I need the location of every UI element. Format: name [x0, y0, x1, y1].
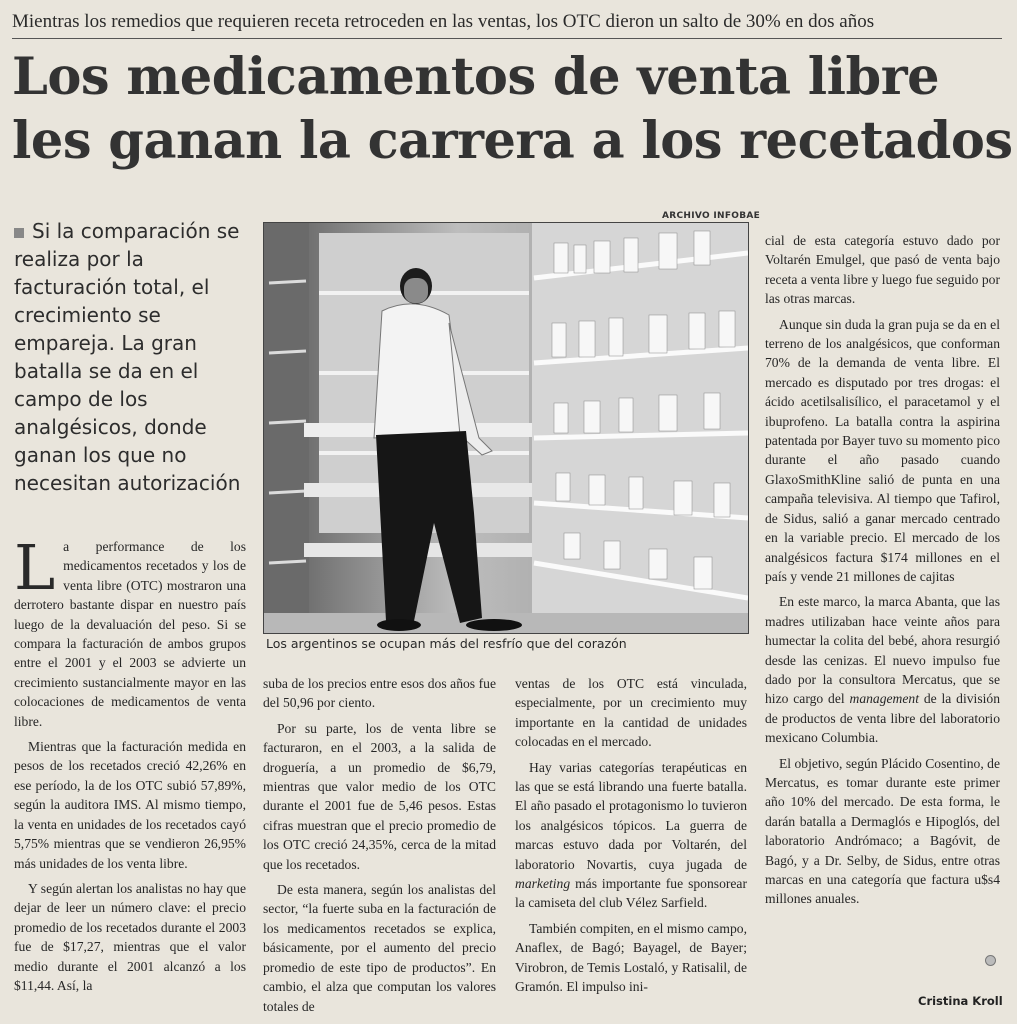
paragraph: suba de los precios entre esos dos años fue del 50,96 por ciento.	[263, 676, 496, 711]
deck-text: Si la comparación se realiza por la facturación total, el crecimiento se empareja. La gran batalla se da en el campo de los analgésicos, donde ganan los que no necesitan autorización	[14, 219, 241, 495]
deck-bullet-icon	[14, 228, 24, 238]
deck	[14, 217, 252, 497]
lead-text: a performance de los medicamentos recetados y los de venta libre (OTC) mostraron una derrotero bastante dispar en nuestro país luego de la devaluación del peso. Si se compara la facturación de ambos grupos entre el 2001 y el 2003 se advierte un crecimiento sustancialmente mayor en las colocaciones de medicamentos de venta libre.	[14, 539, 246, 729]
paragraph-text: más importante fue sponsorear la camiseta del club Vélez Sarfield.	[515, 876, 747, 911]
byline: Cristina Kroll	[918, 994, 1003, 1008]
paragraph	[765, 592, 1000, 747]
photo-caption: Los argentinos se ocupan más del resfrío que del corazón	[266, 636, 627, 651]
paragraph: Mientras que la facturación medida en pesos de los recetados creció 42,26% en ese período, la de los OTC subió 57,89%, según la auditora IMS. Al mismo tiempo, la venta en unidades de los recetados cayó 5,75% mientras que se vendieron 26,95% más unidades de los venta libre.	[14, 739, 246, 871]
kicker: Mientras los remedios que requieren receta retroceden en las ventas, los OTC dieron un salto de 30% en dos años	[12, 11, 875, 32]
headline	[12, 45, 1013, 173]
paragraph	[515, 758, 747, 913]
emphasis-text: marketing	[515, 876, 571, 892]
paragraph: Por su parte, los de venta libre se facturaron, en el 2003, a la salida de droguería, a un promedio de $6,79, mientras que valor medio de los OTC durante el 2001 fue de 5,46 pesos. Estas cifras muestran que el precio promedio de los OTC creció 24,35%, cerca de la mitad que los recetados.	[263, 720, 496, 872]
end-mark-icon	[985, 955, 996, 966]
kicker-rule	[12, 38, 1002, 39]
paragraph: cial de esta categoría estuvo dado por Voltarén Emulgel, que pasó de venta bajo receta a venta libre y luego fue seguido por las otras marcas.	[765, 233, 1000, 307]
paragraph-text: de la división de productos de venta libre del laboratorio mexicano Columbia.	[765, 691, 1000, 746]
body-column-4	[765, 231, 1000, 915]
paragraph: Aunque sin duda la gran puja se da en el terreno de los analgésicos, que conforman 70% de la demanda de venta libre. El mercado es disputado por tres drogas: el ácido acetilsalisílico, el paracetamol y el ibuprofeno. La batalla contra la aspirina patentada por Bayer tuvo su momento pico durante el año pasado cuando GlaxoSmithKline salió de punta en una campaña televisiva. Al tiempo que Tafirol, de Sidus, salió a ganar mercado centrado en la variable precio. El mercado de los analgésicos factura $174 millones en el país y vende 21 millones de cajitas	[765, 316, 1000, 584]
paragraph-text: Hay varias categorías terapéuticas en las que se está librando una fuerte batalla. El año pasado el protagonismo lo tuvieron los analgésicos tópicos. La guerra de marcas estuvo dada por Voltarén, del laboratorio Novartis, cuya jugada de	[515, 759, 747, 872]
lead-paragraph	[14, 531, 246, 731]
pharmacy-photo-image	[264, 223, 748, 633]
paragraph: ventas de los OTC está vinculada, especialmente, por un crecimiento muy importante en la cantidad de unidades colocadas en el mercado.	[515, 676, 747, 750]
paragraph: Y según alertan los analistas no hay que dejar de leer un número clave: el precio promedio de los recetados durante el 2003 fue de $17,27, mientras que el valor medio durante el 2001 alcanzó a los $11,44. Así, la	[14, 880, 246, 993]
headline-line-1: Los medicamentos de venta libre	[12, 47, 940, 107]
photo-credit: ARCHIVO INFOBAE	[662, 211, 761, 221]
paragraph: También compiten, en el mismo campo, Anaflex, de Bagó; Bayagel, de Bayer; Virobron, de Temis Lostaló, y Ratisalil, de Gramón. El impulso ini-	[515, 920, 747, 995]
pharmacy-photo	[263, 222, 749, 634]
body-column-2	[263, 674, 496, 1022]
paragraph: De esta manera, según los analistas del sector, “la fuerte suba en la facturación de los medicamentos recetados se explica, básicamente, por el aumento del precio promedio de este tipo de productos”. En cambio, el alza que computan los valores totales de	[263, 882, 496, 1014]
body-column-1	[14, 531, 246, 1001]
body-column-3	[515, 674, 747, 1003]
dropcap: L	[14, 531, 56, 604]
paragraph-text: En este marco, la marca Abanta, que las madres utilizaban hace veinte años para humectar la colita del bebé, ahora resurgió desde las cenizas. El nuevo impulso fue dado por la consultora Mercatus, que se hizo cargo del	[765, 594, 1000, 707]
headline-line-2: les ganan la carrera a los recetados	[12, 111, 1013, 171]
paragraph: El objetivo, según Plácido Cosentino, de Mercatus, es tomar durante este primer año 10% del mercado. De esta forma, le darán batalla a Dermaglós e Hipoglós, del laboratorio Andrómaco; a Bagóvit, de Bagó, y a Dr. Selby, de Sidus, entre otras marcas en una categoría que factura u$s4 millones anuales.	[765, 755, 1000, 907]
emphasis-text: management	[849, 691, 919, 707]
